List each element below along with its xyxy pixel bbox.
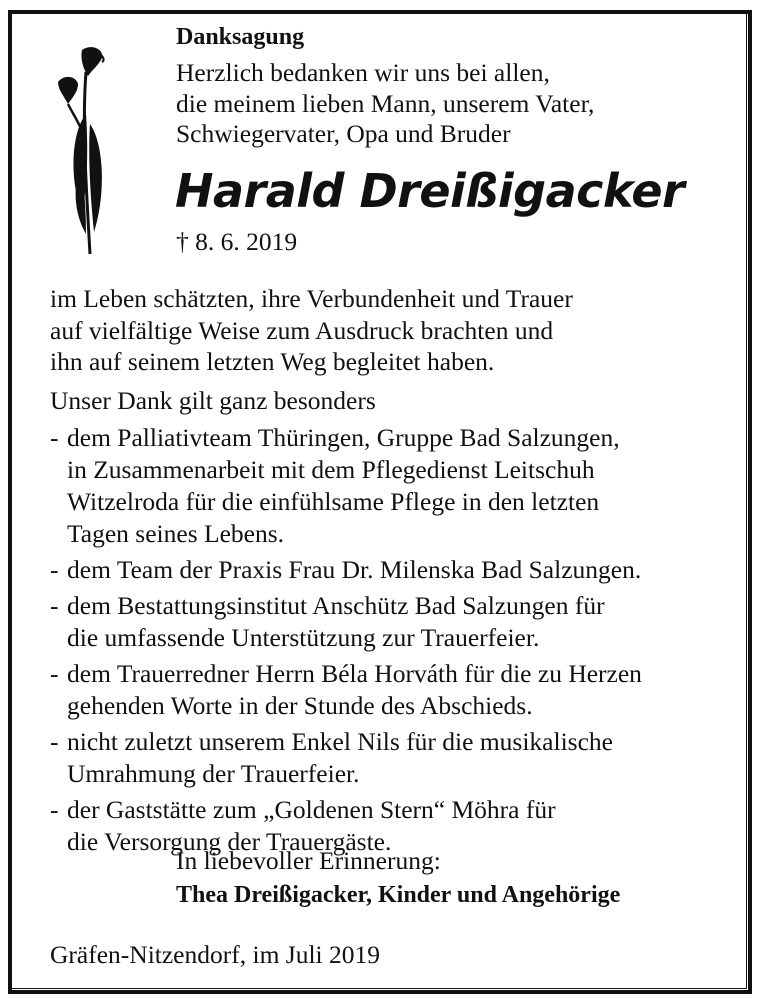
- list-dash: -: [50, 591, 59, 620]
- list-item-line: in Zusammenarbeit mit dem Pflegedienst Leitschuh: [67, 455, 595, 484]
- list-item: [50, 554, 642, 586]
- thanks-intro: Unser Dank gilt ganz besonders: [50, 386, 376, 415]
- list-dash: -: [50, 659, 59, 688]
- memory-line: In liebevoller Erinnerung:: [176, 846, 441, 875]
- list-item-line: der Gaststätte zum „Goldenen Stern“ Möhra für: [67, 795, 556, 824]
- body-line: ihn auf seinem letzten Weg begleitet haben.: [50, 347, 495, 376]
- list-item-line: dem Team der Praxis Frau Dr. Milenska Bad Salzungen.: [67, 555, 642, 584]
- notice-heading: Danksagung: [176, 24, 305, 50]
- list-item: [50, 658, 642, 722]
- calla-lily-icon: [52, 44, 114, 256]
- list-item: [50, 590, 642, 654]
- list-item-line: Witzelroda für die einfühlsame Pflege in den letzten: [67, 487, 600, 516]
- list-item-line: dem Palliativteam Thüringen, Gruppe Bad Salzungen,: [67, 423, 620, 452]
- list-dash: -: [50, 555, 59, 584]
- list-item-line: Umrahmung der Trauerfeier.: [67, 759, 360, 788]
- list-item-line: Tagen seines Lebens.: [67, 519, 285, 548]
- deceased-name: Harald Dreißigacker: [175, 164, 685, 218]
- list-item-line: die umfassende Unterstützung zur Trauerfeier.: [67, 623, 540, 652]
- list-item: [50, 726, 642, 790]
- list-item-line: nicht zuletzt unserem Enkel Nils für die musikalische: [67, 727, 613, 756]
- list-item-line: die Versorgung der Trauergäste.: [67, 827, 392, 856]
- death-date: † 8. 6. 2019: [176, 227, 298, 256]
- list-dash: -: [50, 727, 59, 756]
- list-dash: -: [50, 423, 59, 452]
- intro-text: [176, 58, 594, 150]
- body-line: im Leben schätzten, ihre Verbundenheit und Trauer: [50, 284, 573, 313]
- thanks-list: [50, 422, 642, 858]
- intro-line: die meinem lieben Mann, unserem Vater,: [176, 88, 595, 118]
- signature: Thea Dreißigacker, Kinder und Angehörige: [176, 882, 621, 908]
- list-item-line: dem Trauerredner Herrn Béla Horváth für die zu Herzen: [67, 659, 642, 688]
- list-item-line: dem Bestattungsinstitut Anschütz Bad Salzungen für: [67, 591, 605, 620]
- place-date: Gräfen-Nitzendorf, im Juli 2019: [50, 940, 380, 969]
- list-item-line: gehenden Worte in der Stunde des Abschieds.: [67, 691, 533, 720]
- body-text: [50, 283, 573, 378]
- intro-line: Herzlich bedanken wir uns bei allen,: [176, 58, 550, 87]
- body-line: auf vielfältige Weise zum Ausdruck brachten und: [50, 315, 554, 345]
- list-item: [50, 422, 642, 550]
- list-dash: -: [50, 795, 59, 824]
- intro-line: Schwiegervater, Opa und Bruder: [176, 119, 511, 148]
